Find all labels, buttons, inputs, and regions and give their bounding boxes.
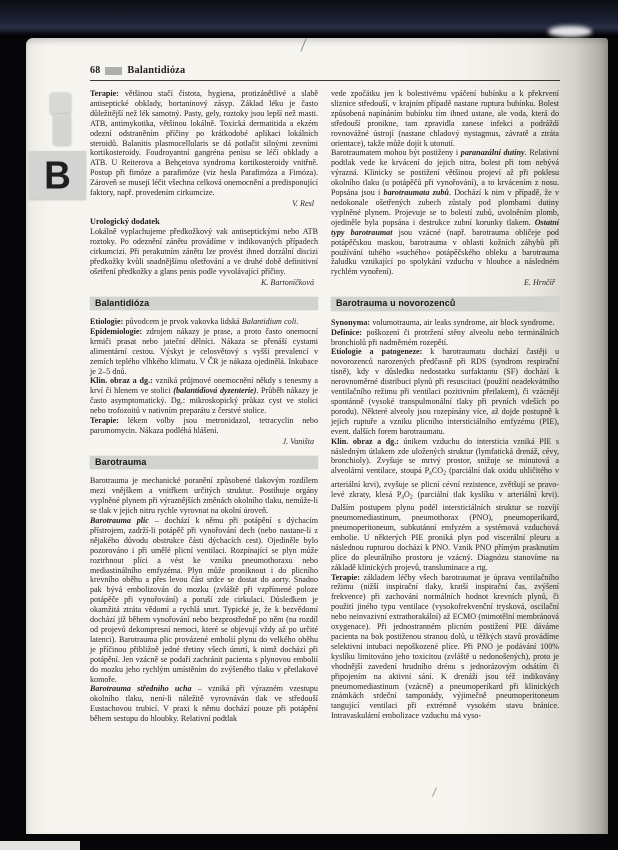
text-run: Barotrauma plic (90, 516, 149, 525)
text-run: Barotraumatem mohou být postiženy i (331, 148, 461, 158)
text-run: Balantidium coli (241, 317, 297, 326)
left-column (90, 89, 318, 724)
section-header-bar: Barotrauma u novorozenců (331, 297, 559, 311)
text-run: Ostatní typy barotraumat (331, 217, 559, 237)
author-signature: V. Resl (292, 198, 314, 208)
text-run: původcem je prvok vakovka lidská (123, 317, 242, 326)
text-run: Synonyma: (331, 317, 371, 327)
paragraph (90, 317, 318, 327)
text-run: . Relativní podtlak vede ke krvácení do jejich nitra, bolest při tom nebývá výrazná. Klinicky se postižení většinou projeví až při poklesu okolního tlaku (u potápěčů při vynořování), a to krvácením z nosu. Popsána jsou i (331, 148, 559, 198)
text-run: poškození či protržení stěny alveolu nebo terminálních bronchiolů při nadměrném rozepětí. (331, 327, 559, 347)
text-run: základem léčby všech barotraumat je úprava ventilačního režimu (nižší inspirační tlaky, kratší inspirační čas, zvýšení frekvence) při zachování normálních hodnot krevních plynů, či použití jiného typu ventilace (vysokofrekvenční trysková, oscilační nebo neinvazivní extrathorakální) až ECMO (mimotělní membránová oxygenace). Při jednostranném plicním postižení PIE dáváme pacienta na bok postiženou stranou dolů, u těžkých stavů provádíme selektivní intubaci nepoškozené plíce. Při PNO je podávání 100% kyslíku limitováno jeho toxicitou (zvláště u nedonošených), proto je vhodnější zavedení hrudního drénu s jednorázovým odsátím či připojením na aktivní sání. K drenáži jsou též indikovány pneumomediastinum (vzácně) a pneumoperikard při klinických známkách srdeční tamponády, výjimečně pneumoperitoneum tangující ventilaci při extrémně vysokém stavu bránice. Intravaskulární embolizace vzduchu má vyso- (331, 572, 559, 721)
text-run: (parciální tlak kyslíku v arteriální krvi). Dalším postupem plynu podél intersticiálních struktur se rozvíjí pneumomediastinum, pneumothorax (PNO), pneumoperikard, pneumoperitoneum, subkutánní emfyzém a systémová vzduchová embolie. U některých PIE proniká plyn pod viscerální pleuru a následnou rupturou dochází k PNO. Vznik PNO přímým prasknutím plíce do pleurálního prostoru je vzácný. Diagnózu stanovíme na základě klinických projevů, transluminace a rtg. (331, 489, 559, 572)
scan-glare (548, 26, 592, 37)
text-run: (balantidiová dyzenterie) (173, 386, 257, 396)
page-content (26, 38, 608, 724)
text-run: a (401, 494, 405, 501)
subheading: Urologický dodatek (90, 216, 160, 226)
section-header-bar: Balantidióza (90, 297, 318, 311)
paragraph (331, 347, 559, 436)
text-run: většinou stačí čistota, hygiena, protizánětlivé a slabě antiseptické obklady, bortaninový zásyp. Základ léku je často důležitější než lék samotný. Pasty, gely, roztoky jsou lepší než masti. ATB, antimykotika, většinou lokálně. Toxická dermatitida a ekzém odezní odstraněním příčiny po krátkodobé aplikaci lokálních steroidů. Balanitis plasmocellularis se dá potlačit silnými zevními kortikosteroidy. Foudroyantní gangréna penisu se léčí obklady a ATB. U Reiterova a Behçetova syndroma kortikosteroidy vnitřně. Postup při fimóze a parafimóze (viz hesla Parafimóza a Fimóza). Zároveň se musejí léčit všechna celková onemocnění a predisponující faktory, např. provedením cirkumcize. (90, 89, 318, 198)
paragraph (90, 516, 318, 684)
text-run: únikem vzduchu do intersticia vzniká PIE s následným útlakem zde uložených struktur (lymfatická drenáž, cévy, bronchioly). Zvyšuje se mrtvý prostor, snižuje se minutová a alveolární ventilace, stoupá P (331, 436, 559, 476)
text-run: 2 (409, 494, 413, 501)
text-run: – dochází k němu při potápění s dýchacím přístrojem, zadrží-li potápěč při vynořování dech (nebo nastane-li z nějakého důvodu obstrukce části dýchacích cest). Ojediněle bylo pozorováno i při umělé plicní ventilaci. Rozpínající se plyn může roztrhnout plíci a vést ke vzniku pneumothoraxu nebo mediastinálního emfyzéma. Plyn může proniknout i do plicního krevního oběhu a přes levou část srdce se dostat do aorty. Snadno pak bývá embolizován do mozku (zvláště při vzpřímené poloze potápěče při vynořování) a poruší zde cirkulaci. Důsledkem je okamžitá ztráta vědomí a rychlá smrt. Typické je, že k bezvědomí dochází již během vynořování nebo bezprostředně po něm (na rozdíl od projevů dekompresní nemoci, které se objevují vždy až po určité latenci). Barotrauma plic provázené embolií plynu do velkého oběhu je příčinou přibližně jedné třetiny všech úmrtí, k nimž dochází při potápění. Jen vzácně se podaří zachránit pacienta s plynovou embolií do mozku jeho rychlým umístěním do zvýšeného tlaku v přetlakové komoře. (90, 516, 318, 684)
text-run: Definice: (331, 327, 363, 337)
text-run: volumotrauma, air leaks syndrome, air block syndrome. (370, 317, 555, 327)
running-head (90, 64, 560, 77)
text-run: Lokálně vyplachujeme předkožkový vak antiseptickými nebo ATB roztoky. Po odeznění zánětu provádíme v indikovaných případech cirkumcizi. Při perakutním zánětu lze provést ihned dorzální discizi předkožky kvůli snadnějšímu ošetřování a ve druhé době definitivní ošetření předkožky a glans penis podle vyvolávající příčiny. (90, 226, 318, 276)
header-rule (90, 80, 560, 81)
thumb-index-letter: B (44, 153, 71, 197)
text-run: vzniká průjmové onemocnění někdy s tenesmy a krví či hlenem ve stolici (90, 376, 318, 396)
paragraph (90, 327, 318, 377)
text-run: Terapie: (90, 416, 119, 426)
text-run: – vzniká při výrazném vzestupu okolního tlaku, není-li náležitě vyrovnáván tlak ve středouší Eustachovou trubicí. V praxi k němu dochází pouze při potápění během sestupu do hloubky. Relativní podtlak (90, 684, 318, 724)
text-run: paranazální dutiny (460, 148, 525, 158)
page-number: 68 (90, 65, 101, 76)
paragraph (331, 573, 559, 722)
thumb-index-tab (29, 151, 86, 199)
scan-frame-bottom-edge (0, 841, 80, 850)
book-page (26, 38, 608, 834)
text-run: a (429, 470, 432, 477)
text-run: 2 (443, 470, 447, 477)
running-head-title: Balantidióza (127, 65, 186, 76)
text-run: Barotrauma středního ucha (90, 684, 192, 694)
text-run: . Dochází k nim v případě, že v nedokonale ošetřených zubech zůstaly pod plombami dutiny vyplněné plynem. Projevuje se to bolestí zubů, uvolněním plomb, ojediněle byla popsána i destrukce zubní korunky tlakem. (331, 188, 560, 227)
gray-square-marker-icon (105, 67, 122, 75)
text-run: lékem volby jsou metronidazol, tetracyclin nebo paromomycin. Nákaza podléhá hlášení. (90, 416, 318, 435)
text-run: Barotrauma je mechanické poranění způsobené tlakovým rozdílem mezi vnějškem a vnitřkem určitých struktur. Postihuje orgány vyplněné plynem při výraznějších změnách okolního tlaku, nemůže-li se tlak v jejich nitru rychle vyrovnat na okolní úroveň. (90, 476, 318, 516)
page-edge-tab (53, 114, 71, 146)
text-run: Etiologie: (90, 317, 124, 326)
paragraph (331, 148, 559, 277)
author-signature: E. Hrnčíř (523, 278, 555, 288)
scan-frame-top (0, 0, 618, 38)
paragraph (331, 437, 559, 573)
text-run: . (296, 317, 299, 326)
section-header-bar: Barotrauma (90, 456, 318, 470)
paragraph (90, 89, 318, 198)
text-run: vede zpočátku jen k bolestivému vpáčení bubínku a k překrvení sliznice středouší, v krajním případě nastane ruptura bubínku. Bolest způsobená napínáním bubínku tím ihned ustane, ale voda, která do středouší pronikne, tam zpravidla zanese infekci a podráždí rovnovážné ústrojí (nastane chladový nystagmus, závratě a ztráta orientace), takže může dojít k utonutí. (331, 89, 559, 148)
text-run: Etiologie a patogeneze: (331, 347, 423, 357)
text-run: barotraumata zubů (383, 188, 449, 198)
author-signature: J. Vaništa (282, 436, 314, 446)
text-run: (parciální tlak oxidu uhličitého v arteriální krvi), zvyšuje se plicní cévní rezistence, zvětšují se pravo-levé zkraty, klesá P (331, 466, 559, 499)
text-run: Epidemiologie: (90, 326, 143, 336)
paragraph (90, 376, 318, 416)
text-run: O (404, 489, 410, 499)
text-run: Terapie: (331, 572, 360, 582)
paragraph (331, 89, 559, 148)
right-column (331, 89, 559, 724)
paragraph (331, 318, 559, 328)
text-run: zdrojem nákazy je prase, a proto často onemocní krmiči prasat nebo jateční dělníci. Nákaza se přenáší cystami alimentární cestou. Výskyt je celosvětový s vyšší prevalencí v zemích teplého vlhkého klimatu. V ČR je nákaza ojedinělá. Inkubace je 2–5 dnů. (90, 326, 318, 376)
text-run: Terapie: (90, 89, 119, 98)
text-run: CO (431, 466, 444, 476)
paragraph (90, 476, 318, 516)
text-run: Klin. obraz a dg.: (90, 376, 153, 386)
paragraph (90, 227, 318, 277)
paragraph (90, 416, 318, 436)
text-run: Klin. obraz a dg.: (331, 436, 399, 446)
two-column-layout (90, 89, 560, 724)
text-run: jsou vzácné (např. barotrauma obličeje pod potápěčskou maskou, barotrauma v oblasti kožních záhybů při používání tuhého »suchého« potápěčského obleku a barotrauma žaludku vznikající po spolykání vzduchu v hloubce a následném rychlém vynoření). (331, 227, 559, 277)
page-edge-tab (50, 93, 71, 115)
text-run: . Průběh nákazy je často asymptomatický. Dg.: mikroskopický průkaz cyst ve stolici nebo trofozoitů v nativním preparátu z čerstvé stolice. (90, 386, 318, 416)
paragraph (331, 328, 559, 348)
text-run: k barotraumatu dochází častěji u novorozenců narozených předčasně při RDS (syndrom respirační tísně), kdy v důsledku nedostatku surfaktantu (SF) dochází k nerovnoměrné distribuci plynů při resuscitaci (použití neadekvátního ventilačního režimu při ventilaci pozitivním přetlakem), či vzácněji spontánně (vysoké transpulmonální tlaky při prvních vdeších po porodu). Některé alveoly jsou rozepínány více, až dojde postupně k jejich ruptuře a vzniku plicního intersticiálního emfyzému (PIE), event. dalších forem barotraumatu. (331, 347, 559, 436)
paragraph (90, 684, 318, 724)
author-signature: K. Bartoníčková (260, 277, 314, 287)
